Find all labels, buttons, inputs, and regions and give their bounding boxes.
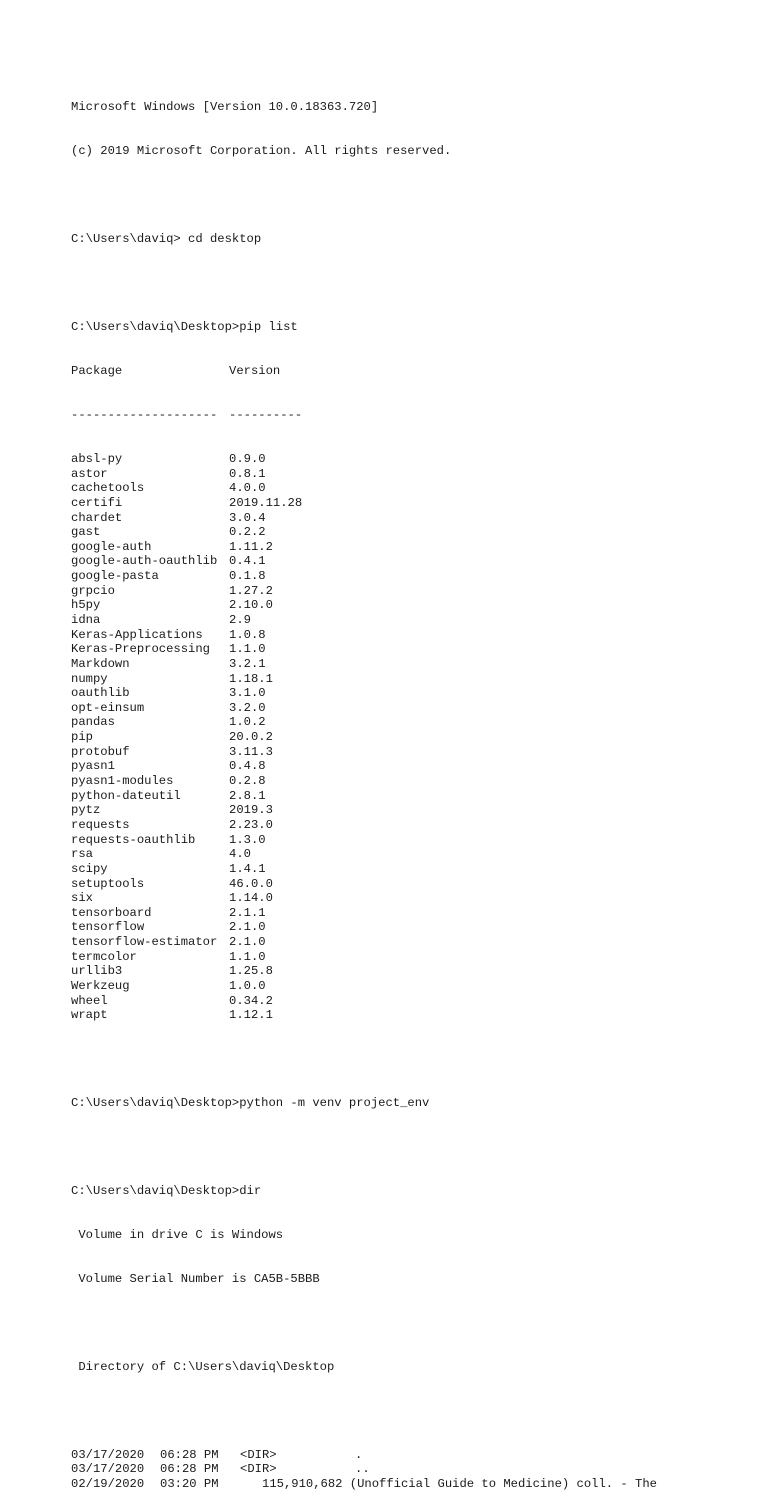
blank-line: [71, 1404, 751, 1419]
pip-package-name: pyasn1: [71, 759, 115, 774]
pip-package-name: certifi: [71, 495, 123, 510]
pip-package-row: [71, 525, 751, 540]
pip-package-row: [71, 452, 751, 467]
pip-package-version: 1.4.1: [229, 861, 266, 876]
pip-package-list: [71, 452, 751, 1023]
pip-package-name: six: [71, 891, 93, 906]
pip-separator-version: ----------: [229, 407, 303, 422]
pip-package-name: scipy: [71, 861, 108, 876]
pip-package-row: [71, 745, 751, 760]
pip-package-row: [71, 774, 751, 789]
pip-package-version: 3.0.4: [229, 510, 266, 525]
pip-package-row: [71, 628, 751, 643]
pip-package-version: 1.0.0: [229, 979, 266, 993]
pip-package-version: 1.1.0: [229, 642, 266, 657]
command-venv: C:\Users\daviq\Desktop>python -m venv project_env: [71, 1096, 430, 1111]
pip-package-name: wrapt: [71, 1008, 108, 1023]
pip-package-row: [71, 496, 751, 511]
pip-package-version: 0.9.0: [229, 451, 266, 466]
pip-package-name: termcolor: [71, 949, 137, 964]
pip-package-name: chardet: [71, 510, 123, 525]
pip-package-name: astor: [71, 466, 108, 481]
pip-package-row: [71, 789, 751, 804]
console-output[interactable]: [71, 71, 751, 1506]
pip-package-name: Keras-Applications: [71, 627, 203, 642]
pip-package-name: absl-py: [71, 451, 123, 466]
blank-line: [71, 1316, 751, 1331]
command-cd: C:\Users\daviq> cd desktop: [71, 232, 262, 247]
pip-package-version: 0.4.8: [229, 759, 266, 774]
dir-entry-name: (Unofficial Guide to Medicine) coll. - The: [349, 1477, 657, 1492]
pip-package-version: 1.27.2: [229, 583, 273, 598]
pip-package-name: urllib3: [71, 964, 123, 979]
dir-entry-time: 06:28 PM: [160, 1447, 219, 1462]
pip-package-name: tensorboard: [71, 905, 152, 920]
pip-package-version: 1.0.2: [229, 715, 266, 730]
pip-package-version: 0.4.1: [229, 554, 266, 569]
pip-package-row: [71, 730, 751, 745]
pip-package-row: [71, 554, 751, 569]
pip-package-version: 3.11.3: [229, 744, 273, 759]
command-pip-list: C:\Users\daviq\Desktop>pip list: [71, 320, 298, 335]
pip-package-row: [71, 584, 751, 599]
pip-package-row: [71, 906, 751, 921]
pip-package-row: [71, 715, 751, 730]
pip-package-name: pandas: [71, 715, 115, 730]
dir-entry-row: [71, 1448, 751, 1463]
dir-entry-row: [71, 1462, 751, 1477]
pip-package-name: google-pasta: [71, 569, 159, 584]
blank-line: [71, 1140, 751, 1155]
pip-package-version: 2.10.0: [229, 598, 273, 613]
pip-package-version: 0.8.1: [229, 466, 266, 481]
pip-package-row: [71, 920, 751, 935]
dir-entry-row: [71, 1477, 751, 1492]
pip-separator-package: --------------------: [71, 407, 218, 422]
pip-package-version: 46.0.0: [229, 876, 273, 891]
pip-package-row: [71, 686, 751, 701]
pip-package-version: 2.1.1: [229, 905, 266, 920]
pip-package-name: pip: [71, 730, 93, 745]
pip-package-version: 2.9: [229, 612, 251, 627]
pip-package-row: [71, 818, 751, 833]
pip-package-version: 2.8.1: [229, 788, 266, 803]
pip-package-name: requests-oauthlib: [71, 832, 196, 847]
pip-package-name: cachetools: [71, 481, 145, 496]
pip-package-row: [71, 847, 751, 862]
pip-package-version: 2.23.0: [229, 817, 273, 832]
pip-package-name: tensorflow-estimator: [71, 935, 218, 950]
blank-line: [71, 276, 751, 291]
pip-package-row: [71, 964, 751, 979]
pip-header-package: Package: [71, 364, 123, 379]
pip-package-name: rsa: [71, 847, 93, 862]
dir-entry-name: .: [355, 1447, 363, 1462]
blank-line: [71, 1052, 751, 1067]
pip-package-name: protobuf: [71, 744, 130, 759]
pip-package-name: h5py: [71, 598, 101, 613]
dir-entry-name: ..: [355, 1462, 370, 1477]
pip-package-row: [71, 613, 751, 628]
pip-package-row: [71, 979, 751, 994]
pip-package-name: google-auth: [71, 539, 152, 554]
pip-package-version: 1.3.0: [229, 832, 266, 847]
pip-package-version: 2019.3: [229, 803, 273, 818]
pip-package-row: [71, 950, 751, 965]
dir-entry-date: 03/17/2020: [71, 1462, 145, 1477]
pip-package-row: [71, 994, 751, 1009]
pip-package-row: [71, 935, 751, 950]
pip-package-name: pyasn1-modules: [71, 774, 174, 789]
pip-package-row: [71, 569, 751, 584]
pip-package-name: opt-einsum: [71, 700, 145, 715]
pip-package-row: [71, 701, 751, 716]
pip-package-name: oauthlib: [71, 686, 130, 701]
pip-package-version: 4.0.0: [229, 481, 266, 496]
pip-package-row: [71, 467, 751, 482]
pip-package-row: [71, 877, 751, 892]
pip-package-name: setuptools: [71, 876, 145, 891]
pip-package-version: 1.11.2: [229, 539, 273, 554]
dir-entry-size: 115,910,682: [262, 1477, 343, 1492]
pip-package-row: [71, 511, 751, 526]
pip-package-version: 0.2.8: [229, 774, 266, 789]
command-dir: C:\Users\daviq\Desktop>dir: [71, 1184, 262, 1199]
pip-package-row: [71, 598, 751, 613]
pip-package-version: 4.0: [229, 847, 251, 862]
pip-separator-row: [71, 408, 751, 423]
pip-package-name: gast: [71, 525, 101, 540]
pip-package-row: [71, 540, 751, 555]
pip-package-name: google-auth-oauthlib: [71, 554, 218, 569]
pip-package-row: [71, 642, 751, 657]
pip-package-version: 20.0.2: [229, 730, 273, 745]
dir-entry-time: 06:28 PM: [160, 1462, 219, 1477]
pip-package-version: 0.34.2: [229, 993, 273, 1008]
pip-package-name: Markdown: [71, 656, 130, 671]
dir-entry-date: 02/19/2020: [71, 1477, 145, 1492]
pip-package-row: [71, 672, 751, 687]
pip-package-version: 1.0.8: [229, 627, 266, 642]
pip-package-row: [71, 657, 751, 672]
pip-package-name: requests: [71, 817, 130, 832]
dir-directory-line: Directory of C:\Users\daviq\Desktop: [71, 1359, 335, 1374]
pip-package-version: 1.18.1: [229, 671, 273, 686]
pip-package-row: [71, 891, 751, 906]
pip-package-version: 0.1.8: [229, 569, 266, 584]
dir-serial-line: Volume Serial Number is CA5B-5BBB: [71, 1272, 320, 1286]
copyright-line: (c) 2019 Microsoft Corporation. All rights reserved.: [71, 144, 452, 159]
pip-package-row: [71, 862, 751, 877]
windows-version-line: Microsoft Windows [Version 10.0.18363.720]: [71, 100, 379, 115]
pip-package-version: 0.2.2: [229, 525, 266, 540]
blank-line: [71, 188, 751, 203]
pip-package-name: pytz: [71, 803, 101, 818]
pip-package-name: tensorflow: [71, 920, 145, 935]
dir-entry-list: [71, 1448, 751, 1492]
pip-package-name: numpy: [71, 671, 108, 686]
pip-header-version: Version: [229, 364, 281, 379]
pip-package-version: 1.14.0: [229, 891, 273, 906]
pip-package-name: Keras-Preprocessing: [71, 642, 210, 657]
pip-package-row: [71, 759, 751, 774]
pip-package-row: [71, 833, 751, 848]
pip-package-name: python-dateutil: [71, 788, 181, 803]
pip-package-version: 3.2.0: [229, 700, 266, 715]
pip-package-name: Werkzeug: [71, 979, 130, 993]
pip-package-version: 3.1.0: [229, 686, 266, 701]
pip-package-version: 1.25.8: [229, 964, 273, 979]
pip-package-row: [71, 803, 751, 818]
pip-package-row: [71, 481, 751, 496]
pip-package-version: 1.12.1: [229, 1008, 273, 1023]
pip-package-version: 2.1.0: [229, 935, 266, 950]
pip-package-name: wheel: [71, 993, 108, 1008]
pip-package-version: 2.1.0: [229, 920, 266, 935]
pip-package-version: 3.2.1: [229, 656, 266, 671]
dir-entry-type: <DIR>: [240, 1447, 277, 1462]
dir-entry-type: <DIR>: [240, 1462, 277, 1477]
pip-package-row: [71, 1008, 751, 1023]
dir-entry-date: 03/17/2020: [71, 1447, 145, 1462]
dir-volume-line: Volume in drive C is Windows: [71, 1228, 284, 1243]
pip-package-version: 1.1.0: [229, 949, 266, 964]
dir-entry-time: 03:20 PM: [160, 1477, 219, 1492]
pip-package-name: idna: [71, 612, 101, 627]
pip-package-version: 2019.11.28: [229, 495, 303, 510]
dir-entry-gap: [342, 1477, 349, 1491]
pip-package-name: grpcio: [71, 583, 115, 598]
pip-header-row: [71, 364, 751, 379]
